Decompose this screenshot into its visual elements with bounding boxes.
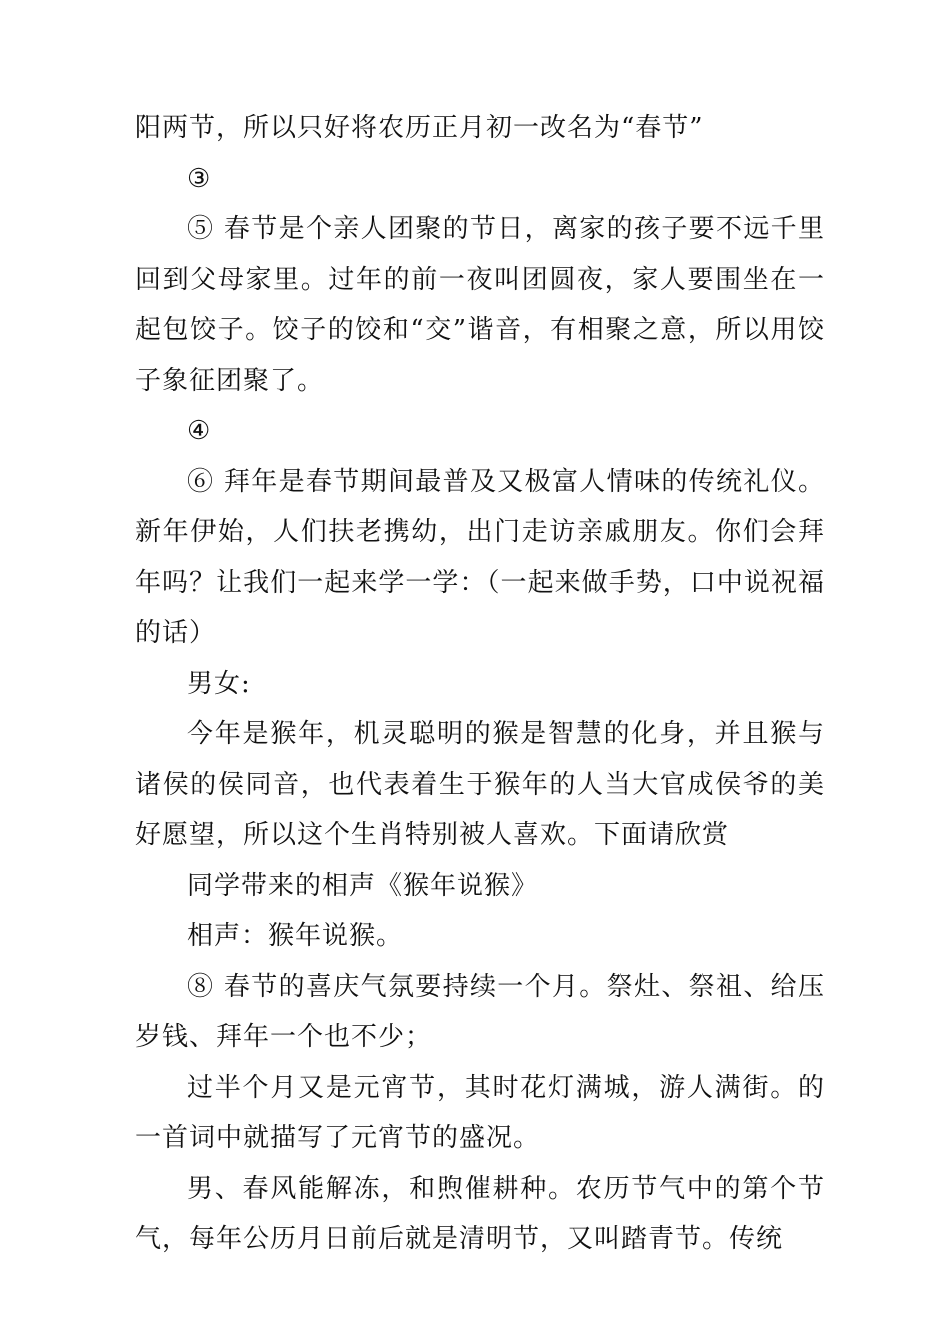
paragraph: ③ [187,163,212,194]
paragraph: 相声：猴年说猴。 [187,921,404,951]
paragraph: 男、春风能解冻，和煦催耕种。农历节气中的第个节气，每年公历月日前后就是清明节，又叫踏青节。传统 [135,1173,825,1254]
paragraph: 今年是猴年，机灵聪明的猴是智慧的化身，并且猴与诸侯的侯同音，也代表着生于猴年的人当大官成侯爷的美好愿望，所以这个生肖特别被人喜欢。下面请欣赏 [135,719,825,850]
paragraph: 同学带来的相声《猴年说猴》 [187,870,539,901]
paragraph: ④ [187,416,212,446]
paragraph: 男女: [187,668,251,699]
paragraph: 阳两节，所以只好将农历正月初一改名为“春节” [135,113,704,143]
paragraph: ⑥ 拜年是春节期间最普及又极富人情味的传统礼仪。新年伊始，人们扶老携幼，出门走访亲戚朋友。你们会拜年吗？让我们一起来学一学：（一起来做手势，口中说祝福的话） [135,466,825,648]
paragraph: ⑤ 春节是个亲人团聚的节日，离家的孩子要不远千里回到父母家里。过年的前一夜叫团圆夜，家人要围坐在一起包饺子。饺子的饺和“交”谐音，有相聚之意，所以用饺子象征团聚了。 [135,214,825,396]
paragraph: 过半个月又是元宵节，其时花灯满城，游人满街。的一首词中就描写了元宵节的盛况。 [135,1072,825,1153]
document-body [135,103,825,1265]
paragraph: ⑧ 春节的喜庆气氛要持续一个月。祭灶、祭祖、给压岁钱、拜年一个也不少； [135,971,825,1052]
